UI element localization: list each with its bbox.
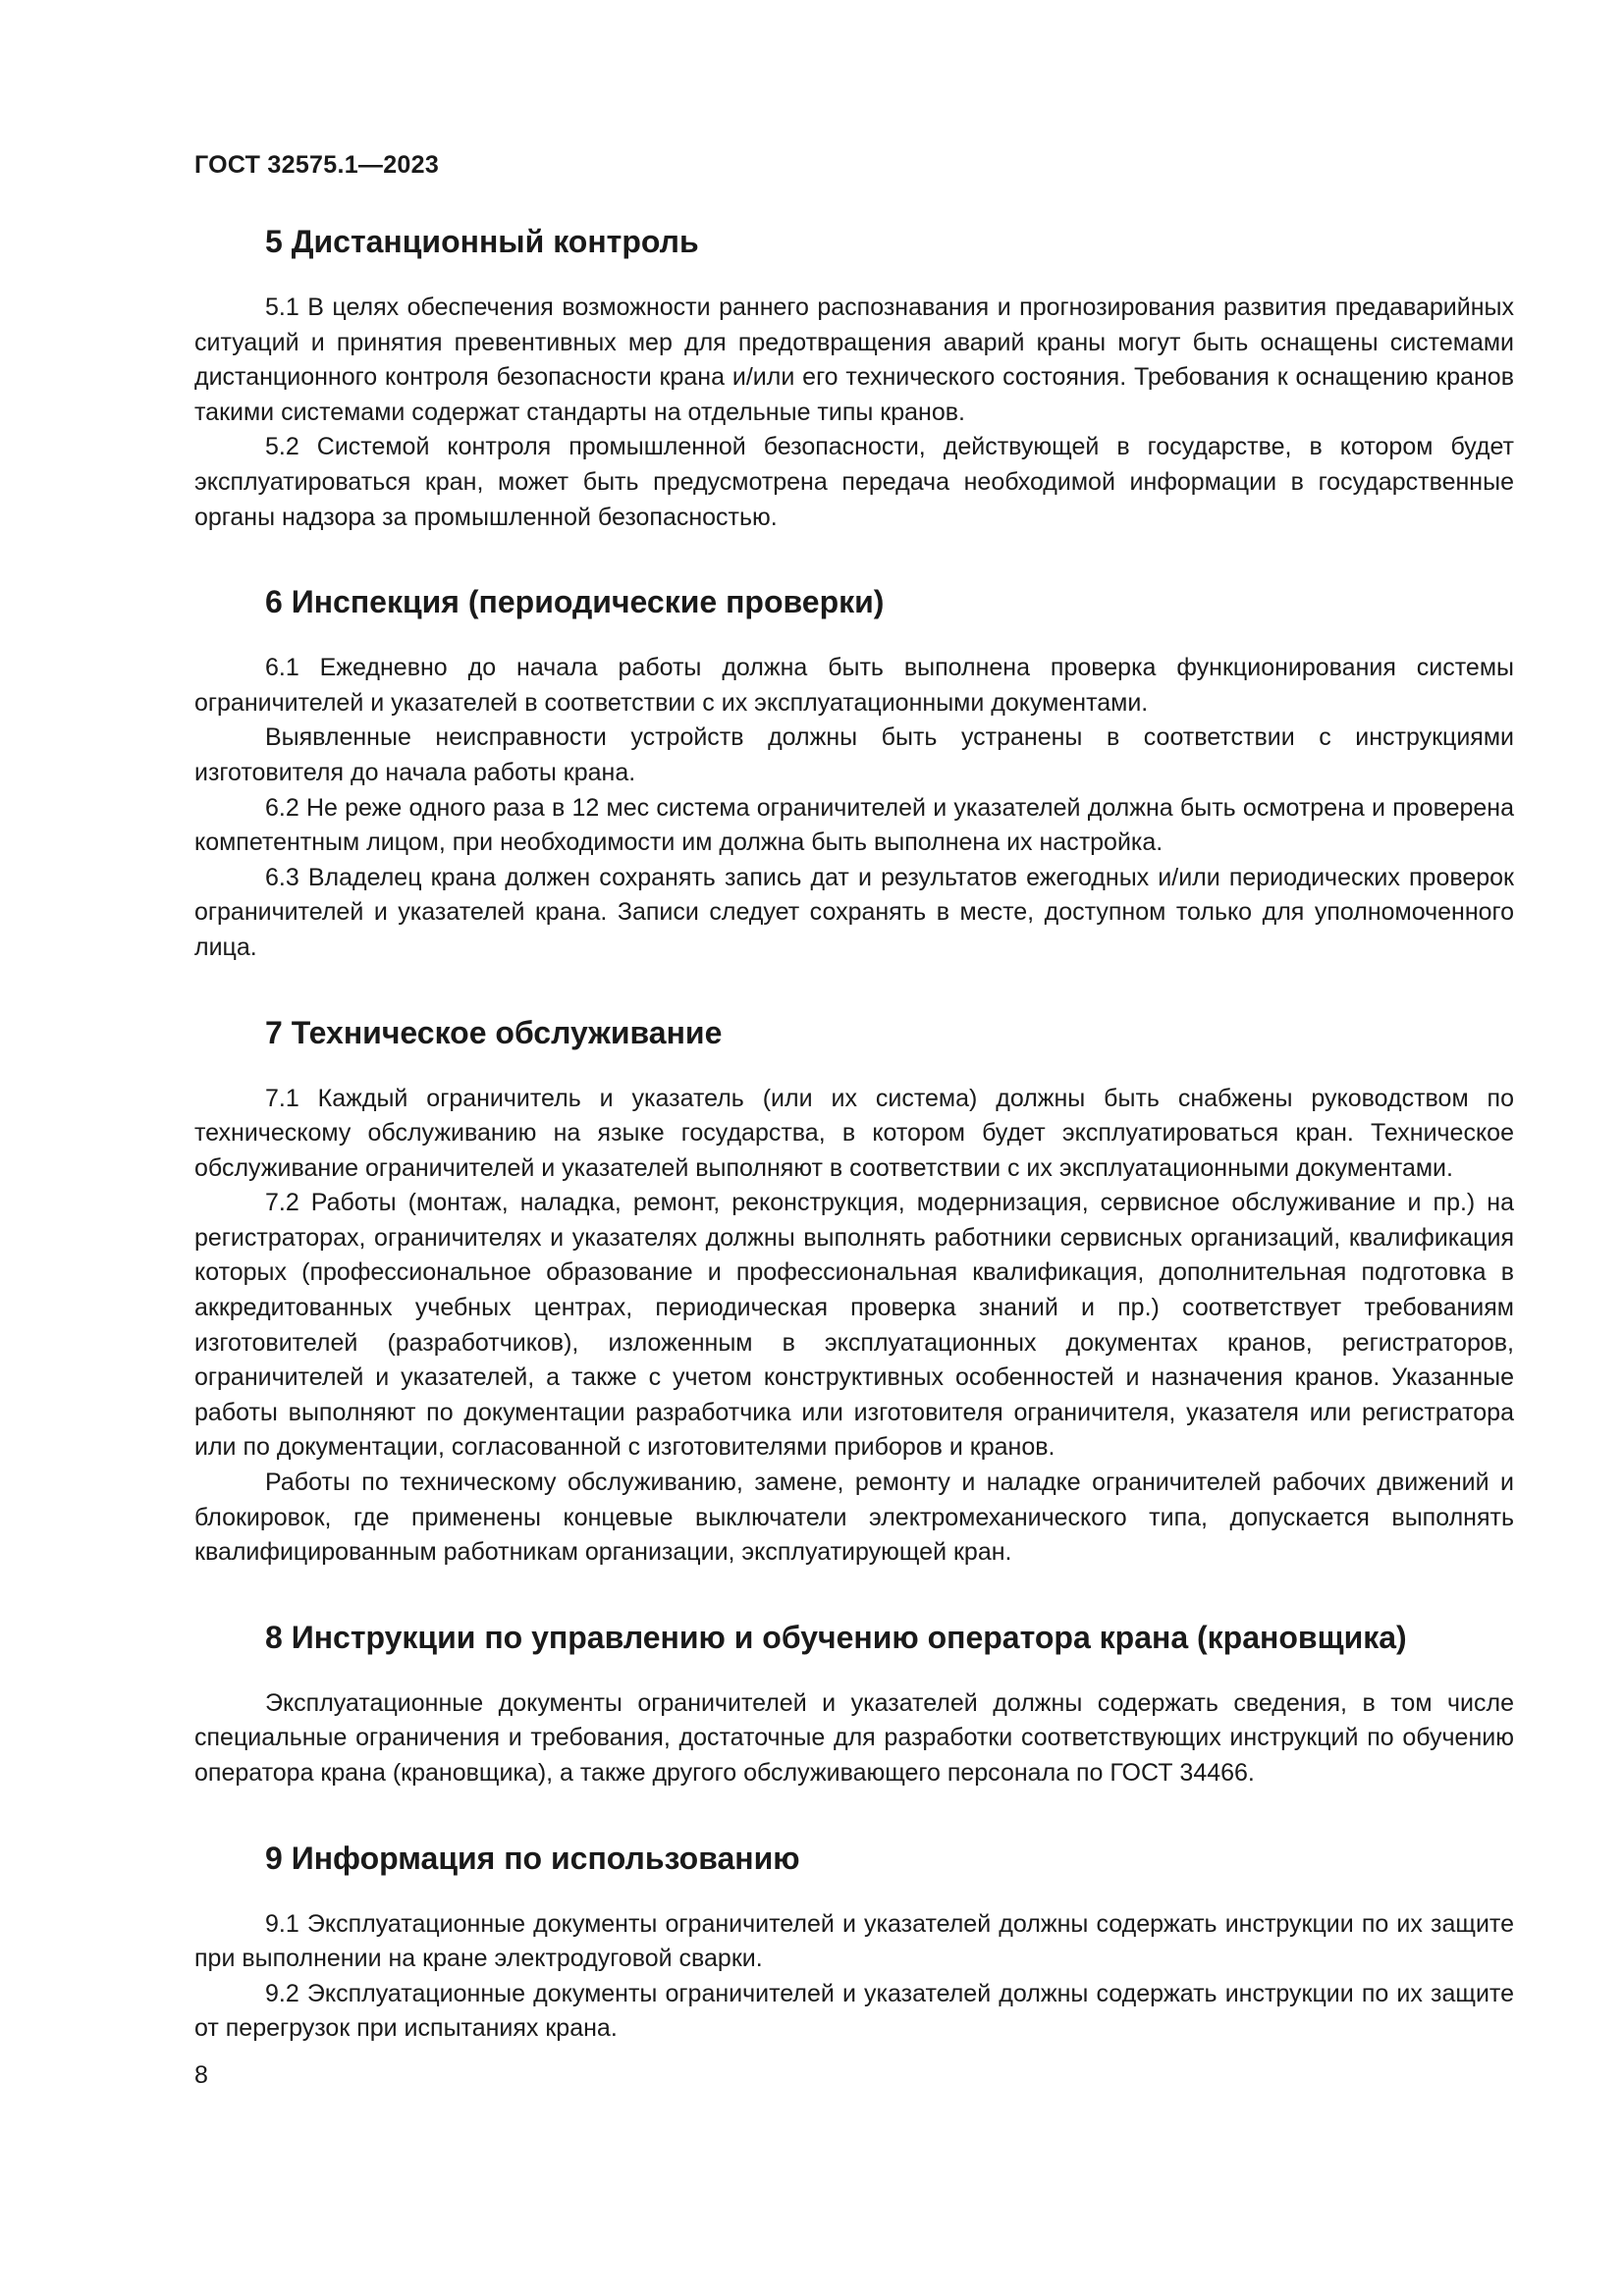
section-8 <box>194 1618 1514 1791</box>
paragraph: 6.2 Не реже одного раза в 12 мес система ограничителей и указателей должна быть осмотрена и проверена компетентным лицом, при необходимости им должна быть выполнена их настройка. <box>194 793 1514 857</box>
paragraph: 5.2 Системой контроля промышленной безопасности, действующей в государстве, в котором будет эксплуатироваться кран, может быть предусмотрена передача необходимой информации в государственные органы надзора за промышленной безопасностью. <box>194 433 1514 531</box>
paragraph: Работы по техническому обслуживанию, замене, ремонту и наладке ограничителей рабочих движений и блокировок, где применены концевые выключатели электромеханического типа, допускается выполнять квалифицированным работникам организации, эксплуатирующей кран. <box>194 1468 1514 1567</box>
section-5 <box>194 222 1514 535</box>
paragraph: Выявленные неисправности устройств должны быть устранены в соответствии с инструкциями изготовителя до начала работы крана. <box>194 723 1514 786</box>
paragraph: 6.3 Владелец крана должен сохранять запись дат и результатов ежегодных и/или периодических проверок ограничителей и указателей крана. Записи следует сохранять в месте, доступном только для уполномоченного лица. <box>194 863 1514 961</box>
document-body <box>194 222 1514 2094</box>
paragraph: 9.1 Эксплуатационные документы ограничителей и указателей должны содержать инструкции по их защите при выполнении на кране электродуговой сварки. <box>194 1909 1514 1973</box>
paragraph: 9.2 Эксплуатационные документы ограничителей и указателей должны содержать инструкции по их защите от перегрузок при испытаниях крана. <box>194 1979 1514 2043</box>
section-heading: 6 Инспекция (периодические проверки) <box>265 584 885 620</box>
paragraph: 5.1 В целях обеспечения возможности раннего распознавания и прогнозирования развития предаварийных ситуаций и принятия превентивных мер для предотвращения аварий краны могут быть оснащены системами дистанционного контроля безопасности крана и/или его технического состояния. Требования к оснащению кранов такими системами содержат стандарты на отдельные типы кранов. <box>194 294 1514 426</box>
paragraph: 7.1 Каждый ограничитель и указатель (или их система) должны быть снабжены руководством по техническому обслуживанию на языке государства, в котором будет эксплуатироваться кран. Техническое обслуживание ограничителей и указателей выполняют в соответствии с их эксплуатационными документами. <box>194 1084 1514 1182</box>
document-code-header: ГОСТ 32575.1—2023 <box>194 151 440 179</box>
section-heading: 5 Дистанционный контроль <box>265 224 699 259</box>
paragraph: Эксплуатационные документы ограничителей и указателей должны содержать сведения, в том числе специальные ограничения и требования, достаточные для разработки соответствующих инструкций по обучению оператора крана (крановщика), а также другого обслуживающего персонала по ГОСТ 34466. <box>194 1688 1514 1787</box>
section-6 <box>194 582 1514 965</box>
section-heading: 8 Инструкции по управлению и обучению оператора крана (крановщика) <box>265 1619 1407 1655</box>
section-9 <box>194 1839 1514 2047</box>
section-heading: 7 Техническое обслуживание <box>265 1014 723 1050</box>
paragraph: 6.1 Ежедневно до начала работы должна быть выполнена проверка функционирования системы ограничителей и указателей в соответствии с их эксплуатационными документами. <box>194 654 1514 717</box>
section-7 <box>194 1013 1514 1571</box>
paragraph: 7.2 Работы (монтаж, наладка, ремонт, реконструкция, модернизация, сервисное обслуживание и пр.) на регистраторах, ограничителях и указателях должны выполнять работники сервисных организаций, квалификация которых (профессиональное образование и профессиональная квалификация, дополнительная подготовка в аккредитованных учебных центрах, периодическая проверка знаний и пр.) соответствует требованиям изготовителей (разработчиков), изложенным в эксплуатационных документах кранов, регистраторов, ограничителей и указателей, а также с учетом конструктивных особенностей и назначения кранов. Указанные работы выполняют по документации разработчика или изготовителя ограничителя, указателя или регистратора или по документации, согласованной с изготовителями приборов и кранов. <box>194 1189 1514 1462</box>
page-number: 8 <box>194 2061 208 2089</box>
section-heading: 9 Информация по использованию <box>265 1840 800 1876</box>
